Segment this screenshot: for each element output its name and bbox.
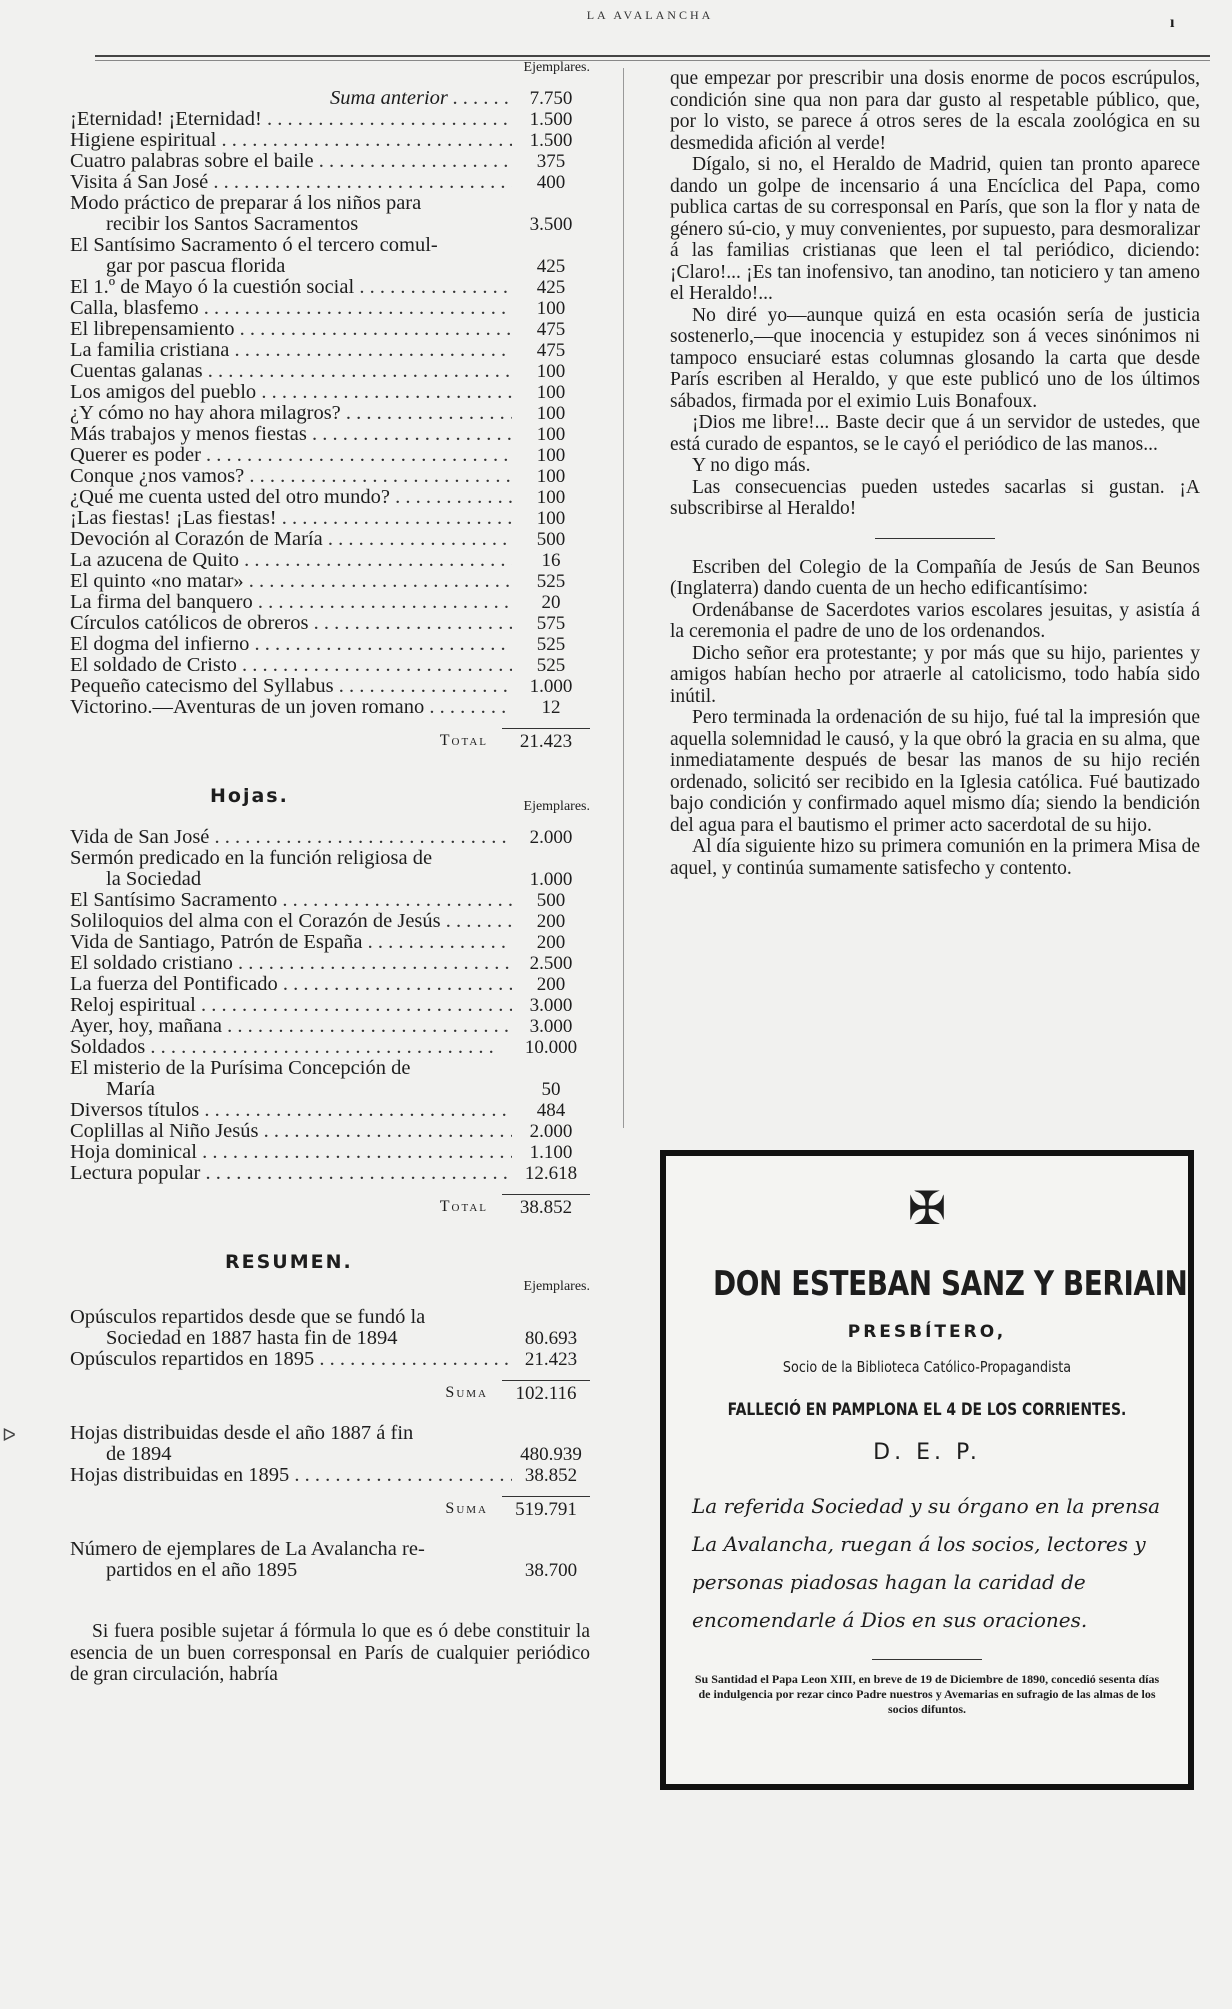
obituary-dep: D. E. P. [873,1440,981,1465]
hoja-title: La fuerza del Pontificado . . . [70,974,512,995]
obituary-died: FALLECIÓ EN PAMPLONA EL 4 DE LOS CORRIENTES. [727,1400,1127,1420]
folleto-row [70,634,590,655]
resumen-opusculo-title: Opúsculos repartidos en 1895 . . . [70,1349,512,1370]
hoja-row [70,995,590,1016]
hoja-value: 2.000 [529,827,573,848]
folleto-row [70,613,590,634]
folleto-title: El 1.º de Mayo ó la cuestión social . . . [70,277,512,298]
heraldo-paragraph: Dígalo, si no, el Heraldo de Madrid, quien tan pronto aparece dando un golpe de incensario á una Encíclica del Papa, como publica cartas de su corresponsal en París, que son la flor y nata de género sú-cio, y muy convenientes, por supuesto, para desmoralizar á las familias cristianas que leen el tal periódico, diciendo: ¡Claro!... ¡Es tan inofensivo, tan anodino, tan noticiero y tan ameno el Heraldo!... [670,154,1200,304]
resumen-hoja-row [70,1423,590,1465]
folleto-value: 400 [536,172,566,193]
folleto-value: 100 [536,361,566,382]
folleto-title: Círculos católicos de obreros . . . [70,613,512,634]
folleto-row [70,571,590,592]
resumen-numero-title: Número de ejemplares de La Avalancha re- partidos en el año 1895 [70,1539,425,1581]
folleto-value: 375 [536,151,566,172]
hoja-row [70,1163,590,1184]
hoja-row [70,1142,590,1163]
folleto-row [70,487,590,508]
resumen-hoja-value: 480.939 [520,1444,582,1465]
cross-icon: ✠ [907,1183,947,1234]
resumen-suma-1-value: 102.116 [502,1380,590,1405]
folleto-row [70,151,590,172]
obituary-title: PRESBÍTERO, [847,1322,1007,1342]
hojas-column-header: Ejemplares. [523,799,590,814]
hoja-value: 500 [536,890,566,911]
bottom-left-paragraph: Si fuera posible sujetar á fórmula lo que es ó debe constituir la esencia de un buen corresponsal en París de cualquier periódico de gran circulación, habría [70,1621,590,1685]
beunos-paragraph: Al día siguiente hizo su primera comunión en la primera Misa de aquel, y continúa sumamente satisfecho y contento. [670,836,1200,879]
hoja-value: 2.000 [529,1121,573,1142]
hoja-value: 1.000 [529,869,573,890]
folleto-value: 100 [536,508,566,529]
folleto-value: 3.500 [529,214,573,235]
folleto-value: 525 [536,571,566,592]
article-separator [875,538,995,539]
right-column [670,68,1200,879]
folleto-row [70,403,590,424]
beunos-paragraph: Escriben del Colegio de la Compañía de Jesús de San Beunos (Inglaterra) dando cuenta de un hecho edificantísimo: [670,556,1200,599]
hoja-title: Vida de Santiago, Patrón de España . . . [70,932,512,953]
hoja-value: 50 [541,1079,561,1100]
folleto-value: 100 [536,445,566,466]
hoja-value: 3.000 [529,995,573,1016]
folleto-value: 575 [536,613,566,634]
resumen-hoja-row [70,1465,590,1486]
folleto-value: 100 [536,487,566,508]
folleto-value: 475 [536,319,566,340]
hoja-row [70,827,590,848]
folleto-title: Más trabajos y menos fiestas . . . [70,424,512,445]
folletos-total [70,728,590,753]
folleto-row [70,340,590,361]
folletos-column-header: Ejemplares. [523,60,590,75]
obituary-rule [872,1659,982,1660]
hoja-value: 12.618 [524,1163,578,1184]
hoja-value: 2.500 [529,953,573,974]
folleto-title: Calla, blasfemo . . . [70,298,512,319]
hojas-total-label: Total [439,1197,488,1215]
hoja-row [70,911,590,932]
folleto-value: 100 [536,298,566,319]
resumen-suma-2 [70,1496,590,1521]
folleto-row [70,319,590,340]
folleto-row [70,655,590,676]
hoja-title: El misterio de la Purísima Concepción de María [70,1058,411,1100]
folleto-value: 100 [536,403,566,424]
obituary-notice [660,1150,1194,1790]
hoja-row [70,1037,590,1058]
folleto-title: Cuatro palabras sobre el baile . . . [70,151,512,172]
hoja-value: 1.100 [529,1142,573,1163]
hoja-title: Ayer, hoy, mañana . . . [70,1016,512,1037]
hoja-value: 484 [536,1100,566,1121]
hoja-row [70,890,590,911]
obituary-indulgence-note: Su Santidad el Papa Leon XIII, en breve de 19 de Diciembre de 1890, concedió sesenta días de indulgencia por rezar cinco Padre nuestros y Avemarias en sufragio de las almas de los socios difuntos. [694,1672,1160,1716]
folleto-value: 1.500 [529,130,573,151]
suma-anterior-label: Suma anterior . . . [70,88,512,109]
folleto-title: ¡Las fiestas! ¡Las fiestas! . . . [70,508,512,529]
folleto-title: Querer es poder . . . [70,445,512,466]
hoja-row [70,848,590,890]
heraldo-paragraph: No diré yo—aunque quizá en esta ocasión sería de justicia sostenerlo,—que inocencia y estupidez son á veces sinónimos ni tampoco ensuciaré estas columnas glosando la carta que desde París escriben al Heraldo, y que este publicó uno de los últimos sábados, firmada por el eximio Luis Bonafoux. [670,304,1200,412]
folleto-row [70,445,590,466]
hoja-row [70,953,590,974]
folleto-row [70,193,590,235]
resumen-suma-2-label: Suma [445,1499,488,1517]
article-heraldo [670,68,1200,520]
hoja-value: 200 [536,974,566,995]
resumen-opusculos-list [70,1307,590,1370]
folleto-value: 500 [536,529,566,550]
folleto-row [70,235,590,277]
beunos-paragraph: Ordenábanse de Sacerdotes varios escolares jesuitas, y asistía á la ceremonia el padre de uno de los ordenandos. [670,599,1200,642]
folleto-title: El dogma del infierno . . . [70,634,512,655]
hojas-list [70,827,590,1184]
column-divider [623,68,624,1128]
folleto-value: 475 [536,340,566,361]
resumen-opusculo-value: 21.423 [524,1349,578,1370]
folletos-total-label: Total [439,731,488,749]
folleto-row [70,109,590,130]
folleto-row [70,172,590,193]
hoja-value: 200 [536,932,566,953]
suma-anterior-value: 7.750 [529,88,573,109]
folleto-row [70,697,590,718]
edge-mark: ᐅ [2,1425,16,1445]
hoja-title: Coplillas al Niño Jesús . . . [70,1121,512,1142]
folleto-value: 100 [536,466,566,487]
folletos-list [70,109,590,718]
folleto-row [70,466,590,487]
hojas-title: Hojas. [210,785,289,807]
resumen-numero-value: 38.700 [524,1560,578,1581]
folleto-value: 100 [536,424,566,445]
hoja-row [70,932,590,953]
corner-mark: ı [1170,14,1175,31]
folleto-title: Victorino.—Aventuras de un joven romano . . . [70,697,512,718]
folleto-title: ¿Qué me cuenta usted del otro mundo? . . . [70,487,512,508]
resumen-hojas-list [70,1423,590,1486]
folleto-value: 12 [541,697,561,718]
suma-anterior-row [70,88,590,109]
hoja-row [70,1100,590,1121]
resumen-opusculo-value: 80.693 [524,1328,578,1349]
hoja-row [70,1121,590,1142]
folleto-row [70,277,590,298]
running-title: LA AVALANCHA [586,8,714,22]
resumen-column-header: Ejemplares. [523,1279,590,1294]
folleto-value: 100 [536,382,566,403]
hoja-title: Hoja dominical . . . [70,1142,512,1163]
hoja-title: El soldado cristiano . . . [70,953,512,974]
heraldo-paragraph: Las consecuencias pueden ustedes sacarlas si gustan. ¡A subscribirse al Heraldo! [670,476,1200,519]
folleto-value: 425 [536,277,566,298]
folleto-value: 20 [541,592,561,613]
heraldo-paragraph: ¡Dios me libre!... Baste decir que á un servidor de ustedes, que está curado de espantos, se le cayó el periódico de las manos... [670,412,1200,455]
resumen-hoja-value: 38.852 [524,1465,578,1486]
beunos-paragraph: Dicho señor era protestante; y por más que su hijo, parientes y amigos habían hecho por atraerle al catolicismo, todo había sido inútil. [670,642,1200,707]
hoja-title: Soldados . . . [70,1037,512,1058]
folleto-title: Modo práctico de preparar á los niños para recibir los Santos Sacramentos [70,193,422,235]
folleto-title: Devoción al Corazón de María . . . [70,529,512,550]
resumen-numero-row [70,1539,590,1581]
hoja-title: Sermón predicado en la función religiosa de la Sociedad [70,848,433,890]
left-column [70,60,590,1686]
header-rule [95,55,1210,57]
folleto-value: 1.000 [529,676,573,697]
resumen-opusculo-title: Opúsculos repartidos desde que se fundó la Sociedad en 1887 hasta fin de 1894 [70,1307,426,1349]
hoja-value: 3.000 [529,1016,573,1037]
folleto-row [70,592,590,613]
folleto-title: Pequeño catecismo del Syllabus . . . [70,676,512,697]
resumen-title: RESUMEN. [225,1251,353,1273]
folleto-value: 525 [536,634,566,655]
folleto-title: La azucena de Quito . . . [70,550,512,571]
hojas-total [70,1194,590,1219]
hoja-value: 10.000 [524,1037,578,1058]
folleto-title: El quinto «no matar» . . . [70,571,512,592]
hoja-title: Vida de San José . . . [70,827,512,848]
folleto-row [70,382,590,403]
hojas-total-value: 38.852 [502,1194,590,1219]
resumen-suma-1 [70,1380,590,1405]
obituary-message: La referida Sociedad y su órgano en la prensa La Avalancha, ruegan á los socios, lectores y personas piadosas hagan la caridad de encomendarle á Dios en sus oraciones. [692,1494,1161,1632]
folleto-row [70,676,590,697]
folleto-value: 16 [541,550,561,571]
folleto-value: 1.500 [529,109,573,130]
hoja-title: El Santísimo Sacramento . . . [70,890,512,911]
folleto-title: ¡Eternidad! ¡Eternidad! . . . [70,109,512,130]
hoja-title: Diversos títulos . . . [70,1100,512,1121]
folleto-title: El soldado de Cristo . . . [70,655,512,676]
folleto-title: Cuentas galanas . . . [70,361,512,382]
resumen-suma-1-label: Suma [445,1383,488,1401]
hoja-title: Soliloquios del alma con el Corazón de Jesús . . . [70,911,512,932]
resumen-suma-2-value: 519.791 [502,1496,590,1521]
obituary-society: Socio de la Biblioteca Católico-Propagandista [782,1358,1072,1376]
folleto-row [70,508,590,529]
folleto-title: La familia cristiana . . . [70,340,512,361]
hoja-title: Lectura popular . . . [70,1163,512,1184]
folletos-total-value: 21.423 [502,728,590,753]
folleto-row [70,298,590,319]
folleto-row [70,361,590,382]
folleto-title: La firma del banquero . . . [70,592,512,613]
folleto-row [70,529,590,550]
folleto-title: ¿Y cómo no hay ahora milagros? . . . [70,403,512,424]
resumen-opusculo-row [70,1349,590,1370]
folleto-row [70,424,590,445]
obituary-name: DON ESTEBAN SANZ Y BERIAIN [712,1264,1188,1304]
folleto-row [70,130,590,151]
article-beunos [670,557,1200,880]
folleto-title: Los amigos del pueblo . . . [70,382,512,403]
folleto-title: Visita á San José . . . [70,172,512,193]
folleto-title: Higiene espiritual . . . [70,130,512,151]
folleto-value: 425 [536,256,566,277]
folleto-title: Conque ¿nos vamos? . . . [70,466,512,487]
hoja-row [70,1058,590,1100]
hoja-title: Reloj espiritual . . . [70,995,512,1016]
beunos-paragraph: Pero terminada la ordenación de su hijo, fué tal la impresión que aquella solemnidad le causó, y la que obró la gracia en su alma, que inmediatamente después de besar las manos de su hijo recién ordenado, solicitó ser recibido en la Iglesia católica. Fué bautizado bajo condición y confirmado aquel mismo día; siendo la bendición del agua para el bautismo el primer acto sacerdotal de su hijo. [670,707,1200,836]
folleto-value: 525 [536,655,566,676]
resumen-hoja-title: Hojas distribuidas en 1895 . . . [70,1465,512,1486]
heraldo-paragraph: que empezar por prescribir una dosis enorme de pocos escrúpulos, condición sine qua non para dar gusto al respetable público, que, por lo visto, se parece á otros seres de la escala zoológica en su desmedida afición al verde! [670,68,1200,154]
hoja-value: 200 [536,911,566,932]
hoja-row [70,1016,590,1037]
folleto-row [70,550,590,571]
folleto-title: El librepensamiento . . . [70,319,512,340]
resumen-opusculo-row [70,1307,590,1349]
resumen-hoja-title: Hojas distribuidas desde el año 1887 á fin de 1894 [70,1423,414,1465]
hoja-row [70,974,590,995]
folleto-title: El Santísimo Sacramento ó el tercero comul- gar por pascua florida [70,235,438,277]
heraldo-paragraph: Y no digo más. [692,455,811,476]
